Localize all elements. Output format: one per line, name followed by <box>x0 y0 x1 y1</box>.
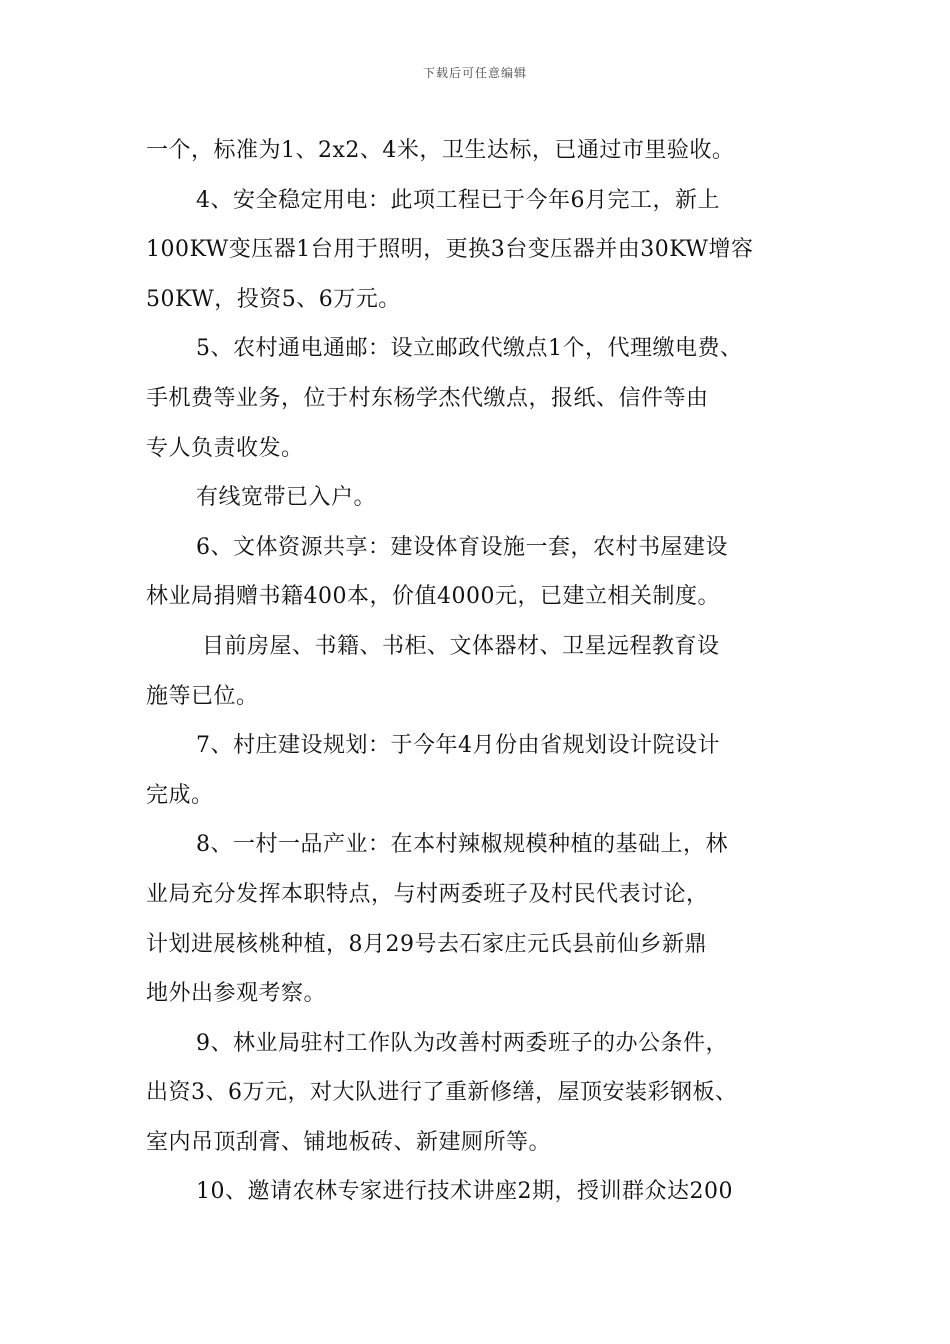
text-line: 目前房屋、书籍、书柜、文体器材、卫星远程教育设 <box>202 633 720 659</box>
document-body <box>146 126 816 1217</box>
text-line: 8、一村一品产业：在本村辣椒规模种植的基础上，林 <box>196 832 728 858</box>
text-line: 专人负责收发。 <box>146 435 304 461</box>
text-line: 10、邀请农林专家进行技术讲座2期，授训群众达200 <box>196 1179 733 1205</box>
text-line: 林业局捐赠书籍400本，价值4000元，已建立相关制度。 <box>146 584 720 610</box>
page-header: 下载后可任意编辑 <box>422 66 527 80</box>
text-line: 4、安全稳定用电：此项工程已于今年6月完工，新上 <box>196 187 720 213</box>
text-line: 100KW变压器1台用于照明，更换3台变压器并由30KW增容 <box>146 237 754 263</box>
text-line: 5、农村通电通邮：设立邮政代缴点1个，代理缴电费、 <box>196 336 743 362</box>
text-line: 50KW，投资5、6万元。 <box>146 286 401 312</box>
text-line: 计划进展核桃种植，8月29号去石家庄元氏县前仙乡新鼎 <box>146 931 707 957</box>
text-line: 6、文体资源共享：建设体育设施一套，农村书屋建设 <box>196 534 728 560</box>
text-line: 9、林业局驻村工作队为改善村两委班子的办公条件， <box>196 1030 728 1056</box>
text-line: 地外出参观考察。 <box>146 981 327 1007</box>
text-line: 出资3、6万元，对大队进行了重新修缮，屋顶安装彩钢板、 <box>146 1080 738 1106</box>
text-line: 一个，标准为1、2x2、4米，卫生达标，已通过市里验收。 <box>146 138 735 163</box>
text-line: 7、村庄建设规划：于今年4月份由省规划设计院设计 <box>196 733 720 759</box>
text-line: 施等已位。 <box>146 683 259 709</box>
text-line: 手机费等业务，位于村东杨学杰代缴点，报纸、信件等由 <box>146 385 709 411</box>
text-line: 业局充分发挥本职特点，与村两委班子及村民代表讨论， <box>146 881 709 907</box>
text-line: 完成。 <box>146 782 214 808</box>
text-line: 室内吊顶刮膏、铺地板砖、新建厕所等。 <box>146 1129 552 1155</box>
text-line: 有线宽带已入户。 <box>196 485 377 511</box>
